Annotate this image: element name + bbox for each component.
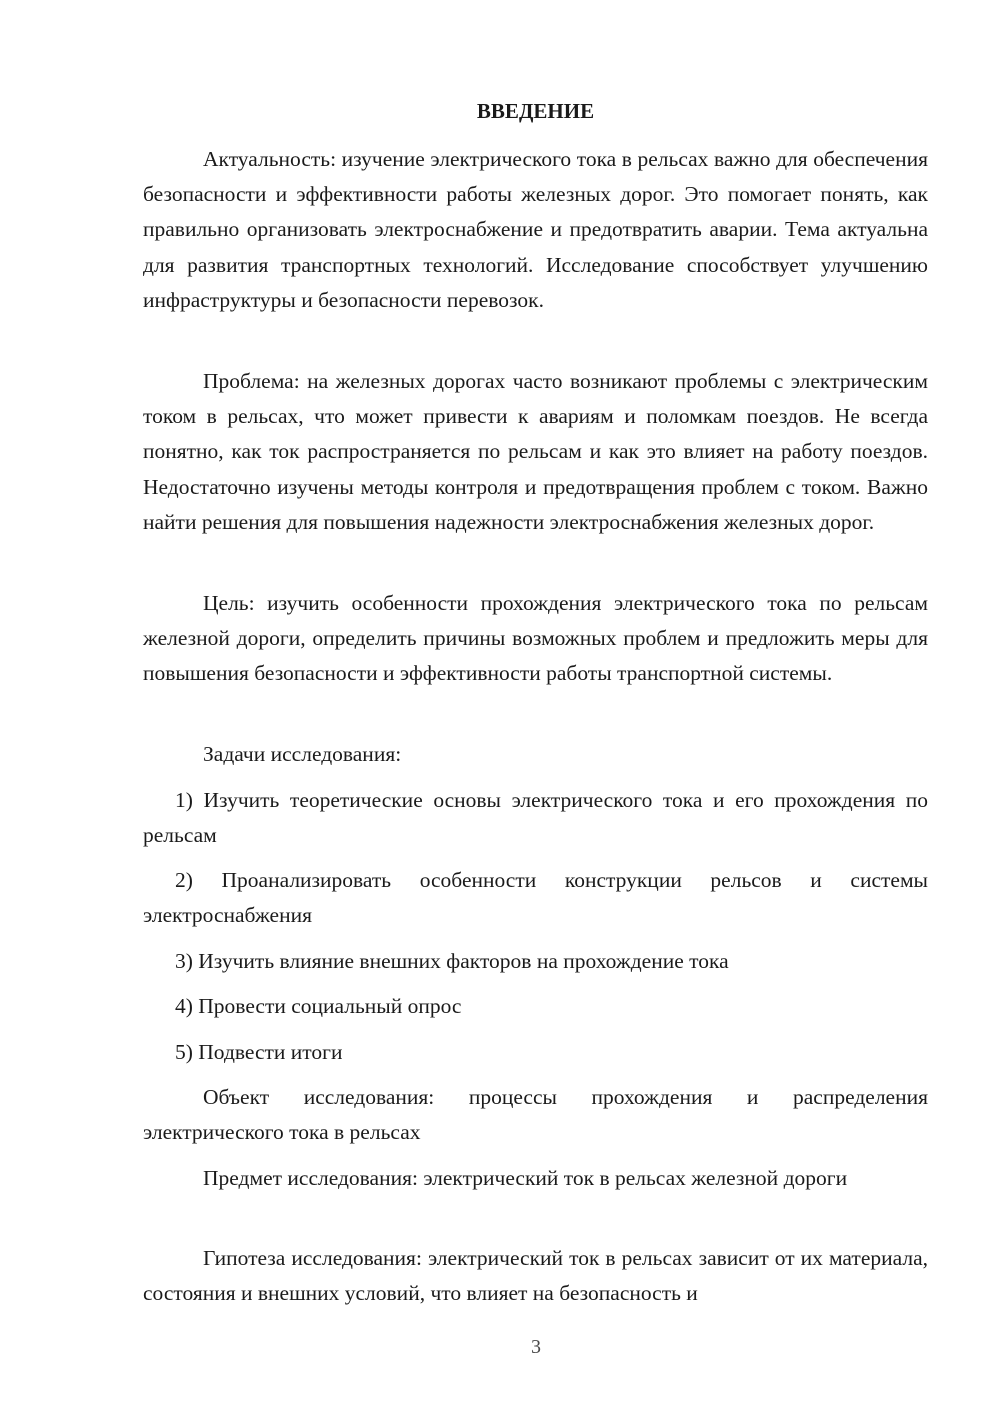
section-title: ВВЕДЕНИЕ: [476, 99, 595, 123]
paragraph-goal: Цель: изучить особенности прохождения электрического тока по рельсам железной дороги, определить причины возможных проблем и предложить меры для повышения безопасности и эффективности работы транспортной системы.: [143, 591, 928, 686]
task-item: 5) Подвести итоги: [175, 1040, 343, 1064]
tasks-heading: Задачи исследования:: [203, 742, 402, 766]
task-item: 1) Изучить теоретические основы электрического тока и его прохождения по рельсам: [143, 788, 928, 848]
paragraph-hypothesis: Гипотеза исследования: электрический ток в рельсах зависит от их материала, состояния и внешних условий, что влияет на безопасность и: [143, 1246, 928, 1306]
page-number: 3: [531, 1336, 541, 1358]
task-item: 2) Проанализировать особенности конструкции рельсов и системы электроснабжения: [143, 868, 928, 928]
paragraph-relevance: Актуальность: изучение электрического тока в рельсах важно для обеспечения безопасности и эффективности работы железных дорог. Это помогает понять, как правильно организовать электроснабжение и предотвратить аварии. Тема актуальна для развития транспортных технологий. Исследование способствует улучшению инфраструктуры и безопасности перевозок.: [143, 147, 928, 312]
task-item: 4) Провести социальный опрос: [175, 994, 462, 1018]
paragraph-subject: Предмет исследования: электрический ток в рельсах железной дороги: [203, 1166, 848, 1190]
task-item: 3) Изучить влияние внешних факторов на прохождение тока: [175, 949, 729, 973]
paragraph-object: Объект исследования: процессы прохождения и распределения электрического тока в рельсах: [143, 1085, 928, 1145]
paragraph-problem: Проблема: на железных дорогах часто возникают проблемы с электрическим током в рельсах, что может привести к авариям и поломкам поездов. Не всегда понятно, как ток распространяется по рельсам и как это влияет на работу поездов. Недостаточно изучены методы контроля и предотвращения проблем с током. Важно найти решения для повышения надежности электроснабжения железных дорог.: [143, 369, 928, 534]
